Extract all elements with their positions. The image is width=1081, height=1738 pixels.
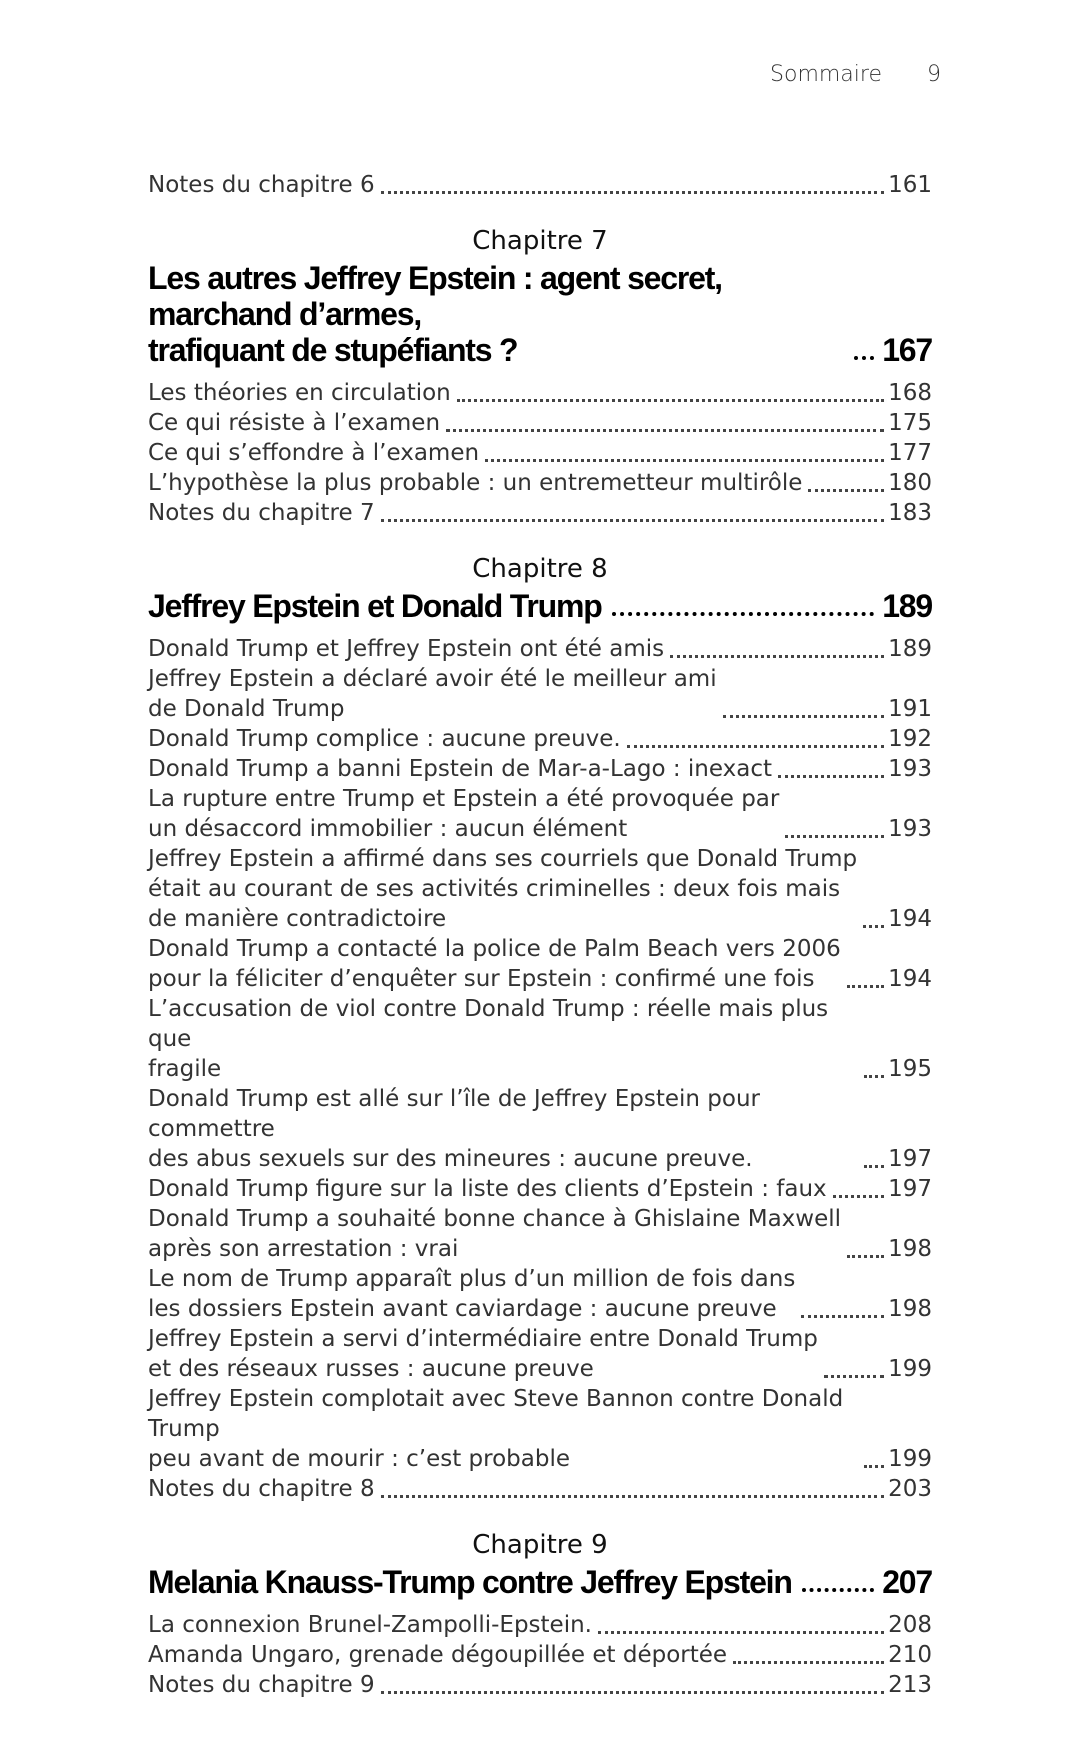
toc-entry-page: 199 [888, 1356, 932, 1382]
toc-entry-page: 168 [888, 380, 932, 406]
chapter-label: Chapitre 9 [472, 1530, 608, 1560]
toc-entry[interactable] [148, 664, 932, 724]
toc-entry[interactable] [148, 844, 932, 934]
chapter-title-text: Melania Knauss-Trump contre Jeffrey Epstein [148, 1564, 792, 1600]
toc-entry-text: Ce qui s’effondre à l’examen [148, 440, 480, 466]
toc-entry-page: 177 [888, 440, 932, 466]
toc-entry-text: Notes du chapitre 6 [148, 172, 375, 198]
toc-entry[interactable] [148, 1384, 932, 1474]
chapter-title-page: 167 [882, 332, 932, 368]
chapter-title[interactable] [148, 1564, 932, 1600]
dot-leader [808, 489, 884, 492]
toc-entry-text: Donald Trump est allé sur l’île de Jeffrey Epstein pour commettre des abus sexuels sur des mineures : aucune preuve. [148, 1086, 760, 1172]
toc-entry[interactable] [148, 1324, 932, 1384]
dot-leader [863, 925, 884, 928]
toc-entry-page: 192 [888, 726, 932, 752]
dot-leader [627, 745, 884, 748]
dot-leader [847, 1255, 884, 1258]
dot-leader [723, 715, 885, 718]
toc-entry-page: 180 [888, 470, 932, 496]
toc-entry[interactable] [148, 1084, 932, 1174]
toc-entry[interactable] [148, 408, 932, 438]
dot-leader [801, 1315, 884, 1318]
running-head [770, 62, 941, 87]
chapter-label: Chapitre 7 [472, 226, 608, 256]
toc-entry-text: Donald Trump a banni Epstein de Mar-a-Lago : inexact [148, 756, 772, 782]
dot-leader [598, 1631, 884, 1634]
dot-leader [446, 429, 884, 432]
toc-entry-page: 195 [888, 1056, 932, 1082]
toc-entry[interactable] [148, 934, 932, 994]
toc-entry-page: 191 [888, 696, 932, 722]
toc-entry[interactable] [148, 1204, 932, 1264]
dot-leader [802, 1588, 875, 1592]
dot-leader [381, 1691, 884, 1694]
toc-entry-page: 197 [888, 1176, 932, 1202]
chapter-title[interactable] [148, 588, 932, 624]
toc-entry-page: 183 [888, 500, 932, 526]
toc-entry-text: Notes du chapitre 9 [148, 1672, 375, 1698]
dot-leader [864, 1165, 884, 1168]
toc-entry-text: Amanda Ungaro, grenade dégoupillée et déportée [148, 1642, 728, 1668]
toc-entry[interactable] [148, 468, 932, 498]
toc-entry-text: Donald Trump complice : aucune preuve. [148, 726, 621, 752]
toc-entry-text: Donald Trump et Jeffrey Epstein ont été amis [148, 636, 665, 662]
dot-leader [864, 1075, 884, 1078]
toc-entry-page: 194 [888, 966, 932, 992]
toc-entry-text: Donald Trump a contacté la police de Palm Beach vers 2006 pour la féliciter d’enquêter sur Epstein : confirmé une fois [148, 936, 841, 992]
toc-entry[interactable] [148, 1640, 932, 1670]
section-title: Sommaire [770, 62, 882, 87]
dot-leader [733, 1661, 884, 1664]
toc-entry-text: L’hypothèse la plus probable : un entremetteur multirôle [148, 470, 803, 496]
dot-leader [381, 519, 884, 522]
dot-leader [612, 612, 875, 616]
chapter-title-text: Les autres Jeffrey Epstein : agent secret, marchand d’armes, trafiquant de stupéfiants ? [148, 260, 722, 368]
chapter-label: Chapitre 8 [472, 554, 608, 584]
toc-entry-text: Jeffrey Epstein a déclaré avoir été le meilleur ami de Donald Trump [148, 666, 717, 722]
toc-entry-text: Jeffrey Epstein a servi d’intermédiaire entre Donald Trump et des réseaux russes : aucune preuve [148, 1326, 818, 1382]
toc-entry-text: Donald Trump figure sur la liste des clients d’Epstein : faux [148, 1176, 827, 1202]
toc-entry[interactable] [148, 724, 932, 754]
table-of-contents [148, 170, 932, 1700]
chapter-title-page: 207 [882, 1564, 932, 1600]
dot-leader [824, 1375, 884, 1378]
page-number: 9 [927, 62, 941, 87]
toc-entry[interactable] [148, 754, 932, 784]
toc-entry-text: Jeffrey Epstein a affirmé dans ses courriels que Donald Trump était au courant de ses activités criminelles : deux fois mais de manière contradictoire [148, 846, 858, 932]
dot-leader [457, 399, 884, 402]
dot-leader [381, 1495, 884, 1498]
toc-entry-text: Ce qui résiste à l’examen [148, 410, 441, 436]
toc-entry-text: La rupture entre Trump et Epstein a été provoquée par un désaccord immobilier : aucun élément [148, 786, 780, 842]
toc-entry-text: Donald Trump a souhaité bonne chance à Ghislaine Maxwell après son arrestation : vrai [148, 1206, 842, 1262]
toc-entry-page: 193 [888, 816, 932, 842]
dot-leader [854, 356, 874, 360]
toc-entry[interactable] [148, 634, 932, 664]
toc-entry-page: 189 [888, 636, 932, 662]
toc-entry-text: La connexion Brunel-Zampolli-Epstein. [148, 1612, 592, 1638]
dot-leader [778, 775, 884, 778]
toc-entry-page: 203 [888, 1476, 932, 1502]
toc-entry[interactable] [148, 1264, 932, 1324]
toc-entry-text: Le nom de Trump apparaît plus d’un million de fois dans les dossiers Epstein avant caviardage : aucune preuve [148, 1266, 796, 1322]
toc-entry[interactable] [148, 784, 932, 844]
toc-entry[interactable] [148, 1670, 932, 1700]
dot-leader [381, 191, 884, 194]
toc-entry-page: 161 [888, 172, 932, 198]
chapter-title-text: Jeffrey Epstein et Donald Trump [148, 588, 602, 624]
toc-entry[interactable] [148, 378, 932, 408]
toc-entry-text: Jeffrey Epstein complotait avec Steve Bannon contre Donald Trump peu avant de mourir : c’est probable [148, 1386, 844, 1472]
toc-entry-page: 193 [888, 756, 932, 782]
toc-entry-page: 197 [888, 1146, 932, 1172]
toc-entry-page: 210 [888, 1642, 932, 1668]
dot-leader [833, 1195, 884, 1198]
toc-entry[interactable] [148, 1610, 932, 1640]
dot-leader [485, 459, 884, 462]
toc-entry[interactable] [148, 994, 932, 1084]
toc-entry[interactable] [148, 170, 932, 200]
toc-entry-page: 208 [888, 1612, 932, 1638]
toc-entry-page: 198 [888, 1296, 932, 1322]
toc-entry-page: 198 [888, 1236, 932, 1262]
dot-leader [670, 655, 884, 658]
dot-leader [785, 835, 884, 838]
toc-entry-page: 213 [888, 1672, 932, 1698]
toc-entry-text: Les théories en circulation [148, 380, 451, 406]
toc-entry-text: L’accusation de viol contre Donald Trump : réelle mais plus que fragile [148, 996, 829, 1082]
dot-leader [847, 985, 884, 988]
toc-entry-page: 175 [888, 410, 932, 436]
toc-entry[interactable] [148, 498, 932, 528]
toc-entry[interactable] [148, 438, 932, 468]
toc-entry-text: Notes du chapitre 7 [148, 500, 375, 526]
chapter-title[interactable] [148, 260, 932, 368]
chapter-title-page: 189 [882, 588, 932, 624]
toc-entry-page: 194 [888, 906, 932, 932]
toc-entry-text: Notes du chapitre 8 [148, 1476, 375, 1502]
dot-leader [864, 1465, 884, 1468]
toc-entry[interactable] [148, 1174, 932, 1204]
toc-entry-page: 199 [888, 1446, 932, 1472]
toc-entry[interactable] [148, 1474, 932, 1504]
